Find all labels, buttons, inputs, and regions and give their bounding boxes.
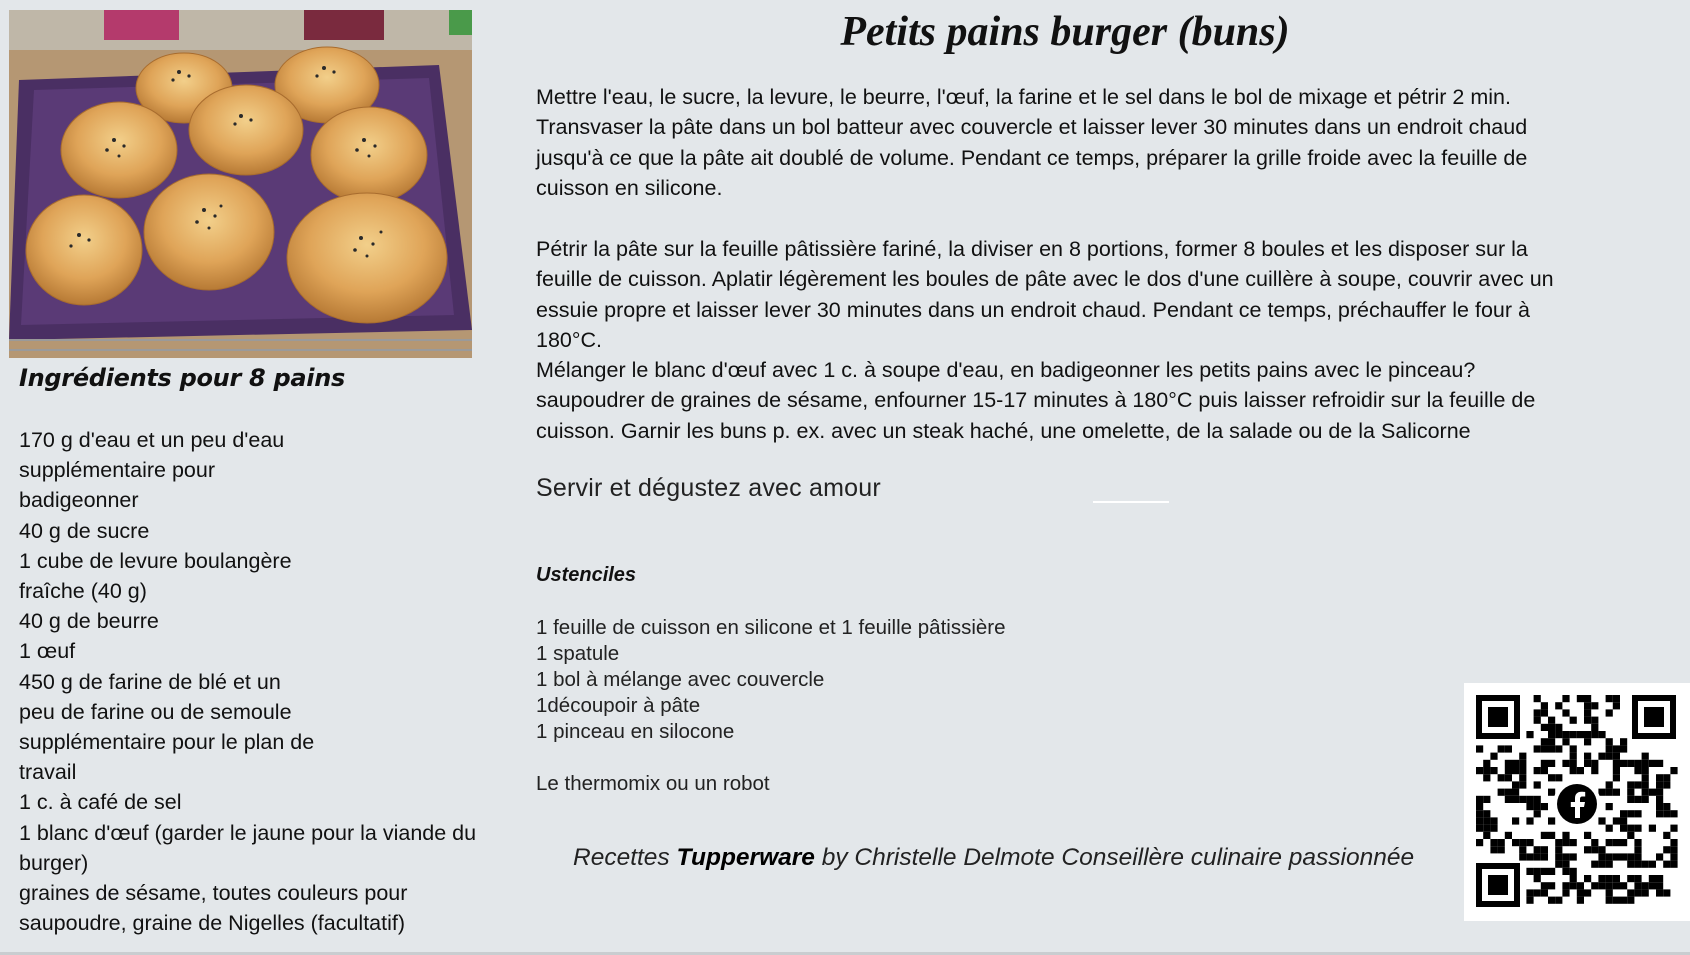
instruction-paragraph: Pétrir la pâte sur la feuille pâtissière fariné, la diviser en 8 portions, former 8 boules et les disposer sur la feuille de cuisson. Aplatir légèrement les boules de pâte avec le dos d'une cuillère à soupe, couvrir avec un essuie propre et laisser lever 30 minutes dans un endroit chaud. Pendant ce temps, préchauffer le four à 180°C. [536, 237, 1554, 352]
list-item: 1 c. à café de sel [19, 790, 182, 815]
list-item: 40 g de beurre [19, 609, 159, 634]
list-item: 1découpoir à pâte [536, 694, 701, 717]
recipe-photo [9, 10, 472, 358]
utensils-list [536, 615, 1006, 745]
ingredients-heading: Ingrédients pour 8 pains [19, 364, 345, 392]
list-item: 40 g de sucre [19, 518, 150, 543]
instruction-paragraph: Mélanger le blanc d'œuf avec 1 c. à soupe d'eau, en badigeonner les petits pains avec le pinceau? saupoudrer de graines de sésame, enfourner 15-17 minutes à 180°C puis laisser refroidir sur la feuille de cuisson. Garnir les buns p. ex. avec un steak haché, une omelette, de la salade ou de la Salicorne [536, 358, 1536, 443]
list-item: 1 cube de levure boulangère fraîche (40 g) [19, 548, 292, 604]
serving-note: Servir et dégustez avec amour [536, 474, 881, 502]
list-item: graines de sésame, toutes couleurs pour saupoudre, graine de Nigelles (facultatif) [19, 881, 408, 936]
recipe-title: Petits pains burger (buns) [840, 9, 1290, 55]
instruction-paragraph: Mettre l'eau, le sucre, la levure, le beurre, l'œuf, la farine et le sel dans le bol de mixage et pétrir 2 min. Transvaser la pâte dans un bol batteur avec couvercle et laisser lever 30 minutes dans un endroit chaud jusqu'à ce que la pâte ait doublé de volume. Pendant ce temps, préparer la grille froide avec la feuille de cuisson en silicone. [536, 85, 1528, 200]
list-item: 1 pinceau en silocone [536, 720, 735, 743]
list-item: 1 œuf [19, 639, 76, 664]
list-item: 1 bol à mélange avec couvercle [536, 668, 825, 691]
divider [1093, 501, 1169, 503]
brand-name: Tupperware [676, 844, 815, 871]
credit-prefix: Recettes [573, 844, 677, 871]
credit-line [573, 844, 1414, 872]
qr-code-facebook-icon[interactable] [1464, 683, 1690, 921]
robot-note: Le thermomix ou un robot [536, 772, 770, 795]
utensils-heading: Ustenciles [536, 564, 637, 586]
list-item: 170 g d'eau et un peu d'eau supplémentaire pour badigeonner [19, 428, 285, 513]
list-item: 1 blanc d'œuf (garder le jaune pour la viande du burger) [19, 820, 477, 875]
list-item: 1 spatule [536, 642, 620, 665]
list-item: 1 feuille de cuisson en silicone et 1 feuille pâtissière [536, 616, 1006, 639]
ingredients-list [19, 425, 489, 938]
list-item: 450 g de farine de blé et un peu de farine ou de semoule supplémentaire pour le plan de travail [19, 669, 315, 785]
credit-suffix: by Christelle Delmote Conseillère culinaire passionnée [814, 844, 1415, 871]
